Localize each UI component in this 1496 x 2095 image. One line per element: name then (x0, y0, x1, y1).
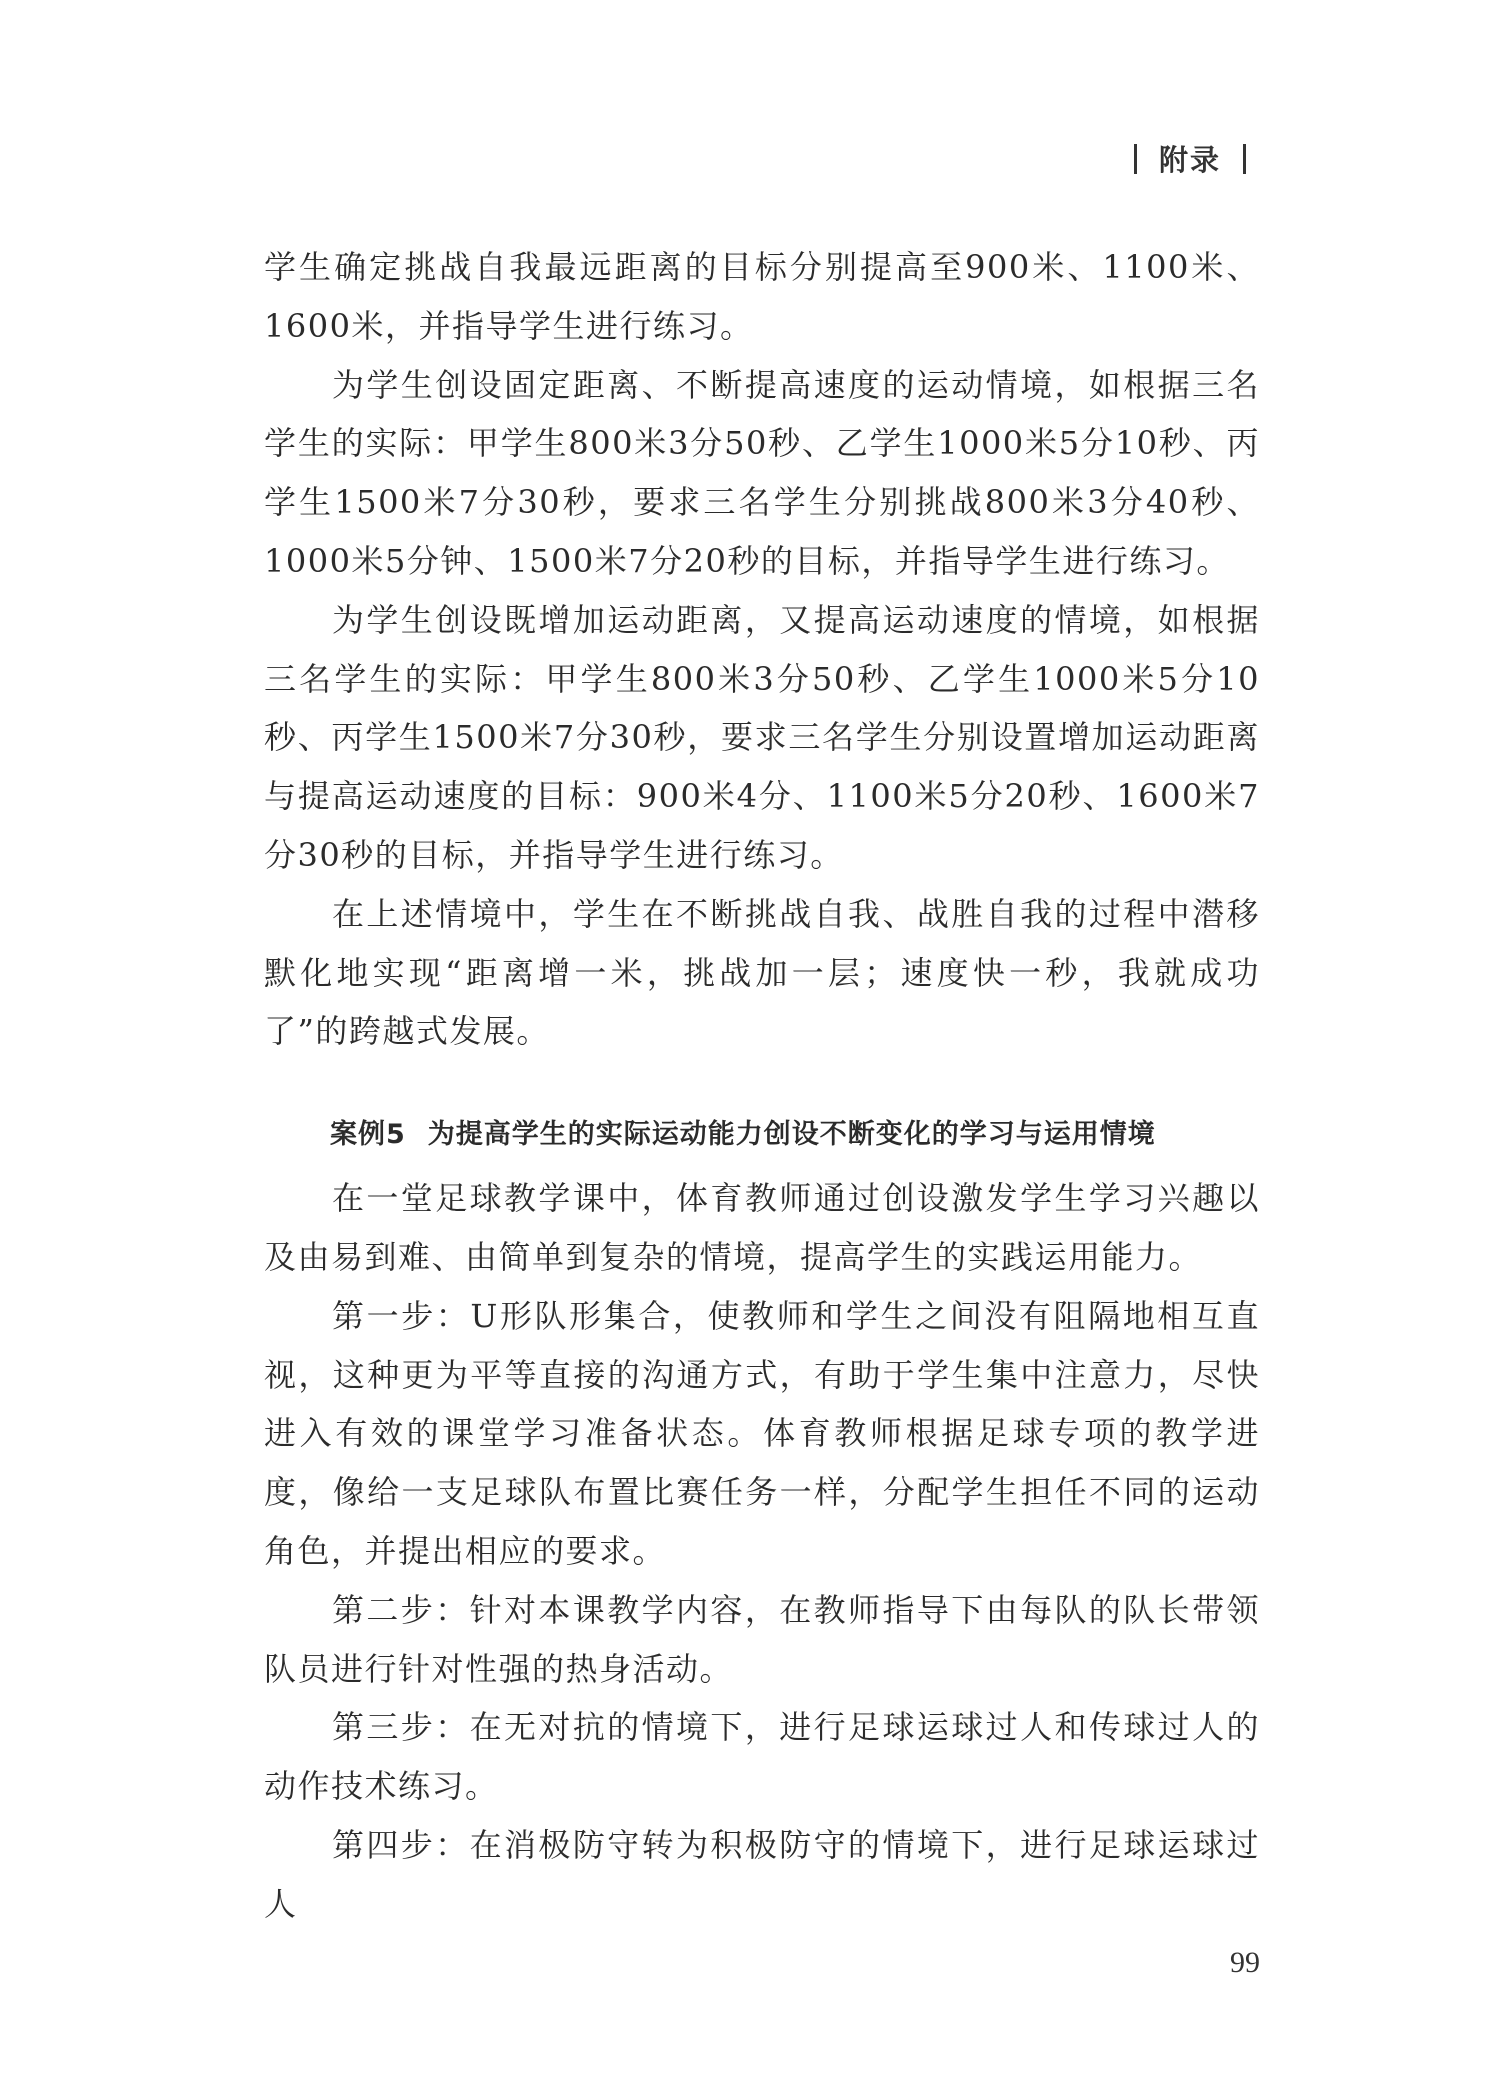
paragraph: 为学生创设既增加运动距离，又提高运动速度的情境，如根据三名学生的实际：甲学生800米3分50秒、乙学生1000米5分10秒、丙学生1500米7分30秒，要求三名学生分别设置增加运动距离与提高运动速度的目标：900米4分、1100米5分20秒、1600米7分30秒的目标，并指导学生进行练习。 (264, 600, 1260, 874)
paragraph: 第三步：在无对抗的情境下，进行足球运球过人和传球过人的动作技术练习。 (264, 1708, 1260, 1806)
running-header (1112, 138, 1268, 179)
paragraph: 为学生创设固定距离、不断提高速度的运动情境，如根据三名学生的实际：甲学生800米3分50秒、乙学生1000米5分10秒、丙学生1500米7分30秒，要求三名学生分别挑战800米3分40秒、1000米5分钟、1500米7分20秒的目标，并指导学生进行练习。 (264, 365, 1260, 580)
paragraph: 在一堂足球教学课中，体育教师通过创设激发学生学习兴趣以及由易到难、由简单到复杂的情境，提高学生的实践运用能力。 (264, 1179, 1260, 1276)
header-bar-right (1243, 144, 1246, 174)
header-section-title: 附录 (1158, 143, 1221, 177)
case-title: 为提高学生的实际运动能力创设不断变化的学习与运用情境 (427, 1119, 1156, 1151)
paragraph: 学生确定挑战自我最远距离的目标分别提高至900米、1100米、1600米，并指导学生进行练习。 (264, 248, 1260, 345)
paragraph: 第一步：U形队形集合，使教师和学生之间没有阻隔地相互直视，这种更为平等直接的沟通方式，有助于学生集中注意力，尽快进入有效的课堂学习准备状态。体育教师根据足球专项的教学进度，像给一支足球队布置比赛任务一样，分配学生担任不同的运动角色，并提出相应的要求。 (264, 1296, 1260, 1570)
paragraph: 第二步：针对本课教学内容，在教师指导下由每队的队长带领队员进行针对性强的热身活动。 (264, 1590, 1260, 1688)
case-heading (330, 1115, 1260, 1155)
paragraph: 在上述情境中，学生在不断挑战自我、战胜自我的过程中潜移默化地实现“距离增一米，挑战加一层；速度快一秒，我就成功了”的跨越式发展。 (264, 894, 1260, 1051)
header-bar-left (1134, 144, 1137, 174)
page-number: 99 (1230, 1946, 1260, 1979)
page-body (264, 238, 1260, 1934)
paragraph: 第四步：在消极防守转为积极防守的情境下，进行足球运球过人 (264, 1825, 1260, 1923)
case-number: 案例5 (330, 1119, 406, 1151)
